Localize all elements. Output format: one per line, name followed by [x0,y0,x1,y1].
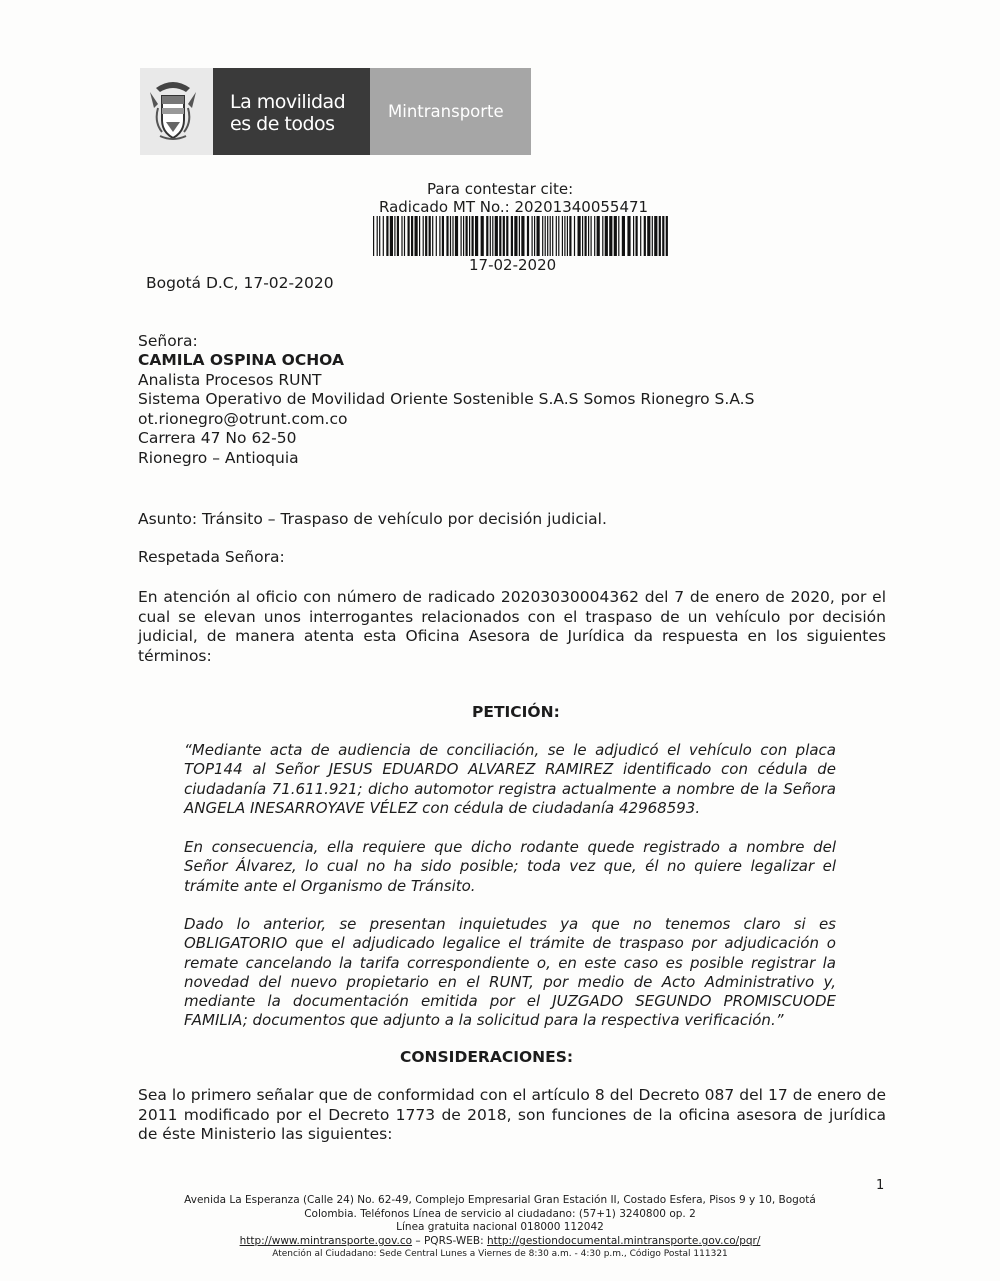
radicado-cite: Para contestar cite: [427,180,574,198]
barcode-bar [419,216,420,256]
barcode-bar [534,216,535,256]
footer-link-separator: – PQRS-WEB: [412,1235,487,1247]
barcode-bar [439,216,440,256]
slogan-line-2: es de todos [230,113,335,135]
barcode-bar [556,216,557,256]
radicado-number: Radicado MT No.: 20201340055471 [379,198,649,216]
barcode-bar [455,216,458,256]
barcode-bar [644,216,646,256]
barcode-bar [506,216,508,256]
barcode-bar [492,216,493,256]
barcode-bar [562,216,563,256]
barcode-bar [397,216,399,256]
radicado-barcode [373,216,671,256]
barcode-bar [652,216,653,256]
page-number: 1 [876,1178,885,1193]
footer-toll-free: Línea gratuita nacional 018000 112042 [396,1221,604,1233]
barcode-bar [594,216,595,256]
barcode-bar [640,216,641,256]
barcode-bar [495,216,498,256]
quote-paragraph-3: Dado lo anterior, se presentan inquietudes ya que no tenemos claro si es OBLIGATORIO que el adjudicado legalice el trámite de traspaso por adjudicación o remate cancelando la tarifa correspondiente o, en este caso es posible registrar la novedad del nuevo propietario en el RUNT, por medio de Acto Administrativo y, mediante la documentación emitida por el JUZGADO SEGUNDO PROMISCUODE FAMILIA; documentos que adjunto a la solicitud para la respectiva verificación.” [184,915,836,1030]
website-link[interactable]: http://www.mintransporte.gov.co [239,1235,413,1247]
barcode-bar [659,216,661,256]
barcode-bar [605,216,608,256]
barcode-bar [452,216,453,256]
barcode-bar [609,216,612,256]
barcode-bar [432,216,433,256]
barcode-bar [373,216,374,256]
barcode-bar [472,216,474,256]
barcode-bar [503,216,505,256]
barcode-bar [466,216,468,256]
barcode-bar [585,216,587,256]
barcode-bar [461,216,462,256]
coat-of-arms-panel [140,68,213,155]
barcode-bar [469,216,470,256]
barcode-bar [401,216,402,256]
barcode-bar [574,216,575,256]
slogan-line-1: La movilidad [230,91,346,113]
barcode-bar [550,216,551,256]
slogan-panel [213,68,370,155]
barcode-bar [429,216,431,256]
barcode-bar [423,216,424,256]
barcode-bar [519,216,520,256]
ministry-name: Mintransporte [388,102,504,121]
barcode-bar [394,216,395,256]
barcode-bar [622,216,625,256]
barcode-bar [521,216,524,256]
recipient-address: Carrera 47 No 62-50 [138,429,297,447]
barcode-bar [511,216,513,256]
barcode-bar [578,216,581,256]
barcode-bar [514,216,517,256]
barcode-bar [591,216,592,256]
barcode-bar [404,216,405,256]
barcode-bar [386,216,388,256]
barcode-bar [588,216,589,256]
barcode-bar [558,216,559,256]
barcode-bar [537,216,540,256]
barcode-bar [408,216,410,256]
barcode-bar [499,216,501,256]
barcode-bar [666,216,668,256]
footer-hours: Atención al Ciudadano: Sede Central Lunes a Viernes de 8:30 a.m. - 4:30 p.m., Código Postal 111321 [272,1249,728,1259]
barcode-bar [527,216,529,256]
radicado-date: 17-02-2020 [469,256,557,274]
barcode-bar [627,216,630,256]
footer-address: Avenida La Esperanza (Calle 24) No. 62-49, Complejo Empresarial Gran Estación II, Costado Esfera, Pisos 9 y 10, Bogotá [184,1194,816,1206]
barcode-bar [436,216,437,256]
coat-of-arms-icon [148,78,198,144]
barcode-bar [442,216,444,256]
recipient-organization: Sistema Operativo de Movilidad Oriente Sostenible S.A.S Somos Rionegro S.A.S [138,390,755,408]
greeting: Respetada Señora: [138,548,285,566]
barcode-bar [662,216,664,256]
barcode-bar [425,216,427,256]
quote-paragraph-2: En consecuencia, ella requiere que dicho rodante quede registrado a nombre del Señor Álvarez, lo cual no ha sido posible; toda vez que, él no quiere legalizar el trámite ante el Organismo de Tránsito. [184,838,836,895]
barcode-bar [390,216,393,256]
barcode-bar [450,216,451,256]
barcode-bar [446,216,448,256]
barcode-bar [383,216,384,256]
barcode-bar [636,216,638,256]
barcode-bar [647,216,650,256]
barcode-bar [618,216,619,256]
barcode-bar [633,216,634,256]
consideraciones-heading: CONSIDERACIONES: [400,1048,574,1066]
place-date: Bogotá D.C, 17-02-2020 [146,274,334,292]
barcode-bar [377,216,378,256]
barcode-bar [654,216,657,256]
barcode-bar [532,216,533,256]
barcode-bar [415,216,418,256]
barcode-bar [379,216,380,256]
barcode-bar [486,216,488,256]
barcode-bar [614,216,617,256]
recipient-city: Rionegro – Antioquia [138,449,299,467]
barcode-bar [490,216,491,256]
ministry-logo [140,68,531,155]
barcode-bar [602,216,603,256]
ministry-panel [370,68,531,155]
recipient-name: CAMILA OSPINA OCHOA [138,351,344,369]
barcode-bar [597,216,600,256]
intro-paragraph: En atención al oficio con número de radicado 20203030004362 del 7 de enero de 2020, por el cual se elevan unos interrogantes relacionados con el traspaso de un vehículo por decisión judicial, de manera atenta esta Oficina Asesora de Jurídica da respuesta en los siguientes términos: [138,588,886,665]
barcode-bar [582,216,583,256]
barcode-bar [564,216,565,256]
barcode-bar [569,216,571,256]
barcode-bar [542,216,543,256]
barcode-bar [411,216,413,256]
barcode-bar [545,216,546,256]
peticion-heading: PETICIÓN: [472,703,560,721]
consideraciones-paragraph: Sea lo primero señalar que de conformidad con el artículo 8 del Decreto 087 del 17 de enero de 2011 modificado por el Decreto 1773 de 2018, son funciones de la oficina asesora de jurídica de éste Ministerio las siguientes: [138,1086,886,1143]
recipient-role: Analista Procesos RUNT [138,371,322,389]
barcode-bar [567,216,568,256]
pqrs-link[interactable]: http://gestiondocumental.mintransporte.gov.co/pqr/ [487,1235,761,1247]
barcode-bar [547,216,548,256]
barcode-bar [552,216,553,256]
salutation-title: Señora: [138,332,198,350]
footer-phones: Colombia. Teléfonos Línea de servicio al ciudadano: (57+1) 3240800 op. 2 [304,1208,696,1220]
barcode-bar [481,216,484,256]
quote-paragraph-1: “Mediante acta de audiencia de conciliación, se le adjudicó el vehículo con placa TOP144 al Señor JESUS EDUARDO ALVAREZ RAMIREZ identificado con cédula de ciudadanía 71.611.921; dicho automotor registra actualmente a nombre de la Señora ANGELA INESARROYAVE VÉLEZ con cédula de ciudadanía 42968593. [184,741,836,817]
footer-links [140,1235,860,1247]
barcode-bar [475,216,478,256]
barcode-bar [463,216,464,256]
subject-line: Asunto: Tránsito – Traspaso de vehículo por decisión judicial. [138,510,607,528]
recipient-email: ot.rionegro@otrunt.com.co [138,410,348,428]
